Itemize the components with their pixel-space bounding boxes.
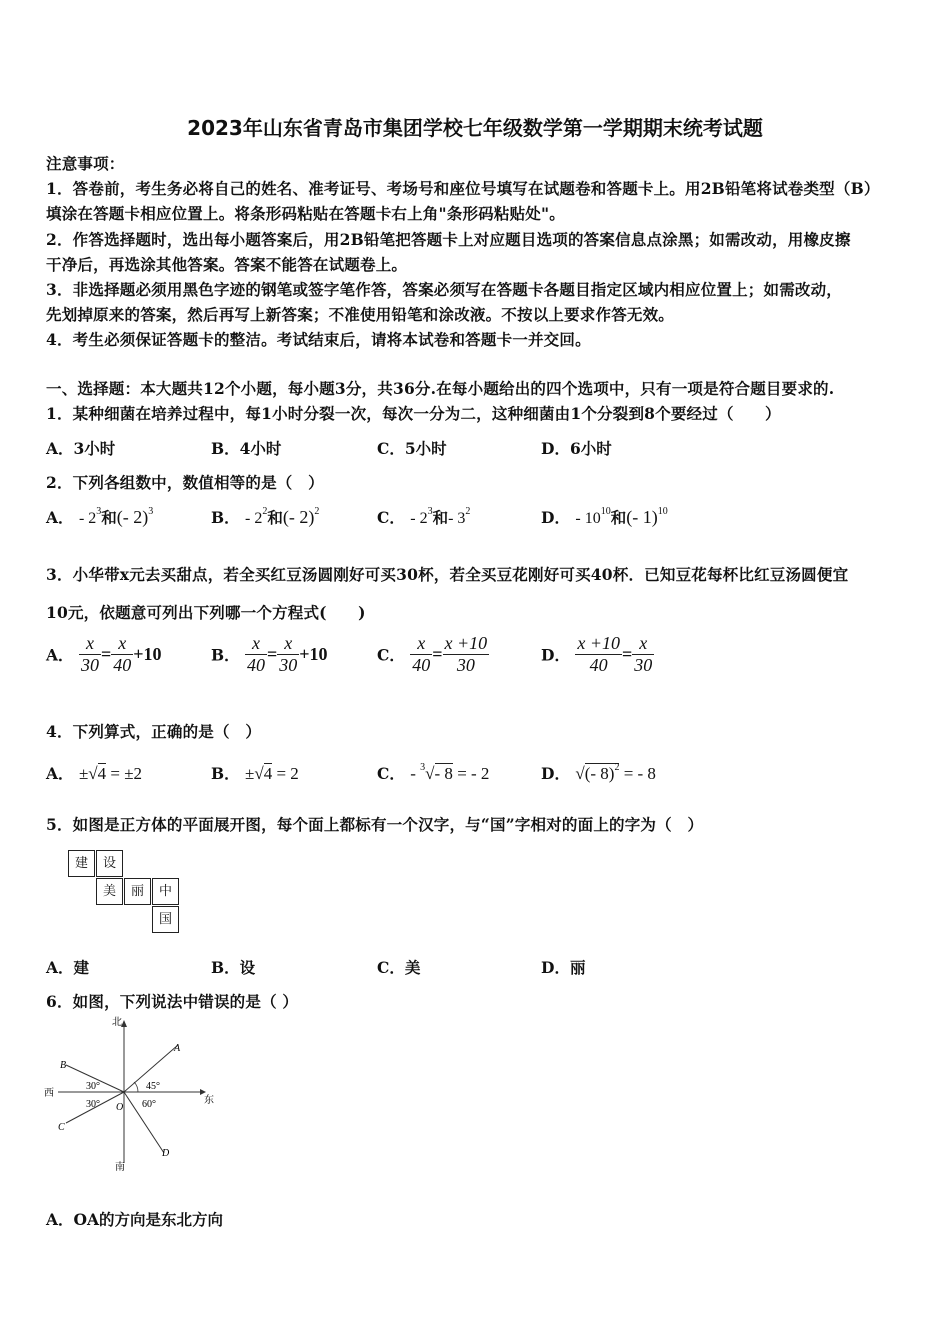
q5-option-d[interactable]: D．丽	[541, 958, 586, 977]
exponent: 3	[148, 506, 154, 517]
math-expr: - 3	[448, 510, 466, 527]
q5-option-b[interactable]: B．设	[211, 958, 256, 977]
q1-option-d[interactable]: D．6小时	[541, 439, 612, 458]
question-3-stem-cont: 10元，依题意可列出下列哪一个方程式( )	[46, 603, 366, 622]
exponent: 2	[614, 762, 620, 773]
q4-option-a[interactable]: A． ±√4 = ±2	[46, 764, 143, 783]
label-north: 北	[112, 1017, 122, 1028]
label-east: 东	[204, 1095, 214, 1106]
and-word: 和	[610, 508, 627, 527]
q4-option-d[interactable]: D． √(- 8)$^2$ = - 8	[541, 762, 656, 783]
question-4-stem: 4．下列算式，正确的是（ ）	[46, 722, 262, 741]
exponent: 2	[465, 506, 471, 517]
q2-option-b[interactable]	[211, 506, 319, 528]
fraction: $\frac{x}{30}$	[279, 633, 298, 675]
option-label: C．	[377, 645, 405, 665]
fraction: $\frac{x}{40}$	[412, 633, 431, 675]
notice-line: 先划掉原来的答案，然后再写上新答案；不准使用铅笔和涂改液。不按以上要求作答无效。	[46, 305, 675, 324]
notice-line: 4．考生必须保证答题卡的整洁。考试结束后，请将本试卷和答题卡一并交回。	[46, 330, 591, 349]
math-expr: (- 1)	[626, 507, 658, 527]
radicand: (- 8)	[584, 764, 615, 783]
math-expr: = ±2	[106, 764, 143, 783]
label-b: B	[60, 1060, 67, 1071]
q2-option-a[interactable]	[46, 506, 153, 528]
math-expr: - 10	[575, 510, 601, 527]
notice-line: 干净后，再选涂其他答案。答案不能答在试题卷上。	[46, 255, 408, 274]
label-a: A	[174, 1043, 181, 1054]
math-expr: ±	[245, 764, 255, 783]
fraction: $\frac{x}{40}$	[113, 633, 132, 675]
equals: =	[622, 644, 633, 664]
exponent: 3	[96, 506, 102, 517]
equals: =	[100, 644, 112, 664]
notice-line: 3．非选择题必须用黑色字迹的钢笔或签字笔作答，答案必须写在答题卡各题目指定区域内相应位置上；如需改动，	[46, 280, 842, 299]
radicand: - 8	[434, 764, 453, 783]
notice-heading: 注意事项：	[46, 154, 125, 173]
q1-option-c[interactable]: C．5小时	[377, 439, 447, 458]
math-expr: = - 2	[452, 764, 490, 783]
angle-label-d: 60°	[142, 1099, 156, 1110]
option-label: A．	[46, 764, 74, 783]
root-index: 3	[420, 762, 426, 773]
notice-line: 1．答卷前，考生务必将自己的姓名、准考证号、考场号和座位号填写在试题卷和答题卡上。用2B铅笔将试卷类型（B）	[46, 179, 880, 198]
net-cell: 国	[152, 906, 179, 933]
section-heading: 一、选择题：本大题共12个小题，每小题3分，共36分.在每小题给出的四个选项中，只有一项是符合题目要求的.	[46, 379, 835, 398]
angle-label-b: 30°	[86, 1081, 100, 1092]
label-south: 南	[115, 1162, 125, 1173]
question-6-stem: 6．如图，下列说法中错误的是（ ）	[46, 992, 299, 1011]
math-expr: - 2	[410, 510, 428, 527]
math-expr: (- 2)	[116, 507, 149, 527]
notice-line: 填涂在答题卡相应位置上。将条形码粘贴在答题卡右上角"条形码粘贴处"。	[46, 204, 565, 223]
net-cell: 设	[96, 850, 123, 877]
exponent: 10	[600, 506, 611, 517]
label-o: O	[116, 1102, 124, 1113]
exponent: 2	[314, 506, 320, 517]
q1-option-b[interactable]: B．4小时	[211, 439, 282, 458]
math-term: +10	[299, 644, 328, 664]
label-d: D	[162, 1148, 170, 1159]
question-3-stem: 3．小华带x元去买甜点，若全买红豆汤圆刚好可买30杯，若全买豆花刚好可买40杯．已知豆花每杯比红豆汤圆便宜	[46, 565, 849, 584]
option-label: C．	[377, 508, 405, 527]
math-expr: -	[410, 764, 421, 783]
and-word: 和	[432, 508, 449, 527]
label-west: 西	[44, 1088, 54, 1099]
net-cell: 美	[96, 878, 123, 905]
q3-option-b[interactable]	[211, 633, 328, 676]
fraction: $\frac{x}{30}$	[80, 633, 99, 675]
equals: =	[432, 644, 443, 664]
radicand: 4	[97, 764, 107, 783]
notice-line: 2．作答选择题时，选出每小题答案后，用2B铅笔把答题卡上对应题目选项的答案信息点涂黑；如需改动，用橡皮擦	[46, 230, 851, 249]
net-cell: 丽	[124, 878, 151, 905]
net-cell: 中	[152, 878, 179, 905]
math-expr: (- 2)	[282, 507, 315, 527]
option-label: A．	[46, 645, 74, 665]
option-label: B．	[211, 645, 240, 665]
angle-label-c: 30°	[86, 1099, 100, 1110]
fraction: $\frac{x}{30}$	[634, 633, 653, 675]
label-c: C	[58, 1122, 65, 1133]
q5-option-c[interactable]: C．美	[377, 958, 421, 977]
q2-option-d[interactable]	[541, 506, 668, 528]
equals: =	[267, 644, 278, 664]
angle-label-a: 45°	[146, 1081, 160, 1092]
and-word: 和	[267, 508, 283, 527]
fraction: $\frac{x +10}{30}$	[444, 633, 488, 675]
option-label: B．	[211, 764, 240, 783]
option-label: A．	[46, 508, 74, 527]
direction-figure	[42, 1015, 222, 1175]
math-term: +10	[133, 644, 162, 664]
radicand: 4	[263, 764, 273, 783]
option-label: C．	[377, 764, 405, 783]
page-title: 2023年山东省青岛市集团学校七年级数学第一学期期末统考试题	[187, 116, 763, 140]
question-5-stem: 5．如图是正方体的平面展开图，每个面上都标有一个汉字，与“国”字相对的面上的字为（ ）	[46, 815, 704, 834]
math-expr: = 2	[272, 764, 299, 783]
q3-option-a[interactable]	[46, 633, 161, 676]
option-label: B．	[211, 508, 240, 527]
q1-option-a[interactable]: A．3小时	[46, 439, 116, 458]
option-label: D．	[541, 645, 570, 665]
q3-option-c[interactable]	[377, 633, 489, 676]
question-1-stem: 1．某种细菌在培养过程中，每1小时分裂一次，每次一分为二，这种细菌由1个分裂到8个要经过（ ）	[46, 404, 781, 423]
q4-option-b[interactable]: B． ±√4 = 2	[211, 764, 299, 783]
q3-option-d[interactable]	[541, 633, 654, 676]
math-expr: - 2	[78, 510, 97, 527]
q4-option-c[interactable]: C． - $^3$√- 8 = - 2	[377, 762, 490, 783]
math-expr: - 2	[245, 510, 263, 527]
exponent: 10	[657, 506, 668, 517]
and-word: 和	[101, 508, 117, 527]
q5-option-a[interactable]: A．建	[46, 958, 90, 977]
angle-arc	[134, 1082, 138, 1092]
q6-option-a[interactable]: A．OA的方向是东北方向	[46, 1210, 224, 1229]
exponent: 2	[262, 506, 268, 517]
question-2-stem: 2．下列各组数中，数值相等的是（ ）	[46, 473, 324, 492]
exponent: 3	[427, 506, 433, 517]
net-cell: 建	[68, 850, 95, 877]
option-label: D．	[541, 508, 570, 527]
option-label: D．	[541, 764, 570, 783]
q2-option-c[interactable]	[377, 506, 470, 528]
fraction: $\frac{x +10}{40}$	[577, 633, 620, 675]
math-expr: ±	[78, 764, 89, 783]
math-expr: = - 8	[619, 764, 656, 783]
fraction: $\frac{x}{40}$	[247, 633, 266, 675]
